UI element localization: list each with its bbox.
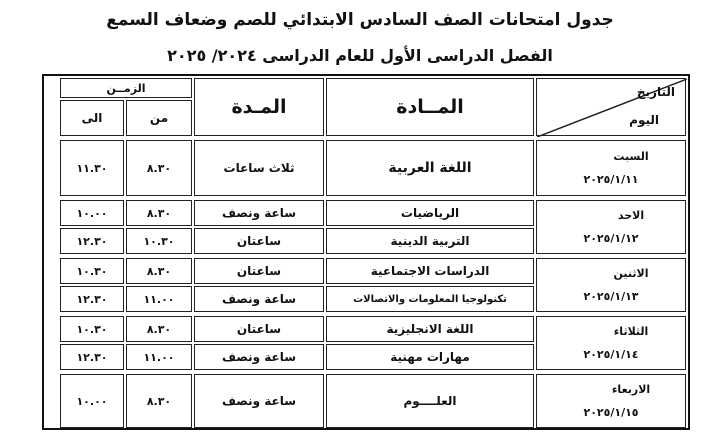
day-date: ٢٠٢٥/١/١١ bbox=[583, 173, 639, 186]
from-time-cell: ١٠.٣٠ bbox=[126, 228, 192, 254]
day-date: ٢٠٢٥/١/١٣ bbox=[583, 290, 639, 303]
from-time-cell: ٨.٣٠ bbox=[126, 316, 192, 342]
subject-cell: اللغة العربية bbox=[326, 140, 534, 196]
to-time-cell: ١١.٣٠ bbox=[60, 140, 124, 196]
from-time-cell: ١١.٠٠ bbox=[126, 344, 192, 370]
duration-cell: ساعتان bbox=[194, 228, 324, 254]
day-cell-tuesday bbox=[536, 316, 686, 370]
day-name: الاثنين bbox=[613, 267, 649, 280]
from-time-cell: ٨.٣٠ bbox=[126, 200, 192, 226]
to-time-cell: ١٠.٣٠ bbox=[60, 316, 124, 342]
day-name: السبت bbox=[613, 150, 649, 163]
header-date-day-cell bbox=[536, 78, 686, 136]
to-time-cell: ١٠.٠٠ bbox=[60, 374, 124, 428]
to-time-cell: ١٠.٠٠ bbox=[60, 200, 124, 226]
subject-cell: الرياضيات bbox=[326, 200, 534, 226]
header-from: من bbox=[126, 100, 192, 136]
day-cell-saturday bbox=[536, 140, 686, 196]
day-name: الاربعاء bbox=[611, 383, 651, 396]
day-name: الاحد bbox=[617, 209, 645, 222]
exam-schedule-table bbox=[42, 74, 690, 430]
subject-cell: العلــــوم bbox=[326, 374, 534, 428]
from-time-cell: ٨.٣٠ bbox=[126, 374, 192, 428]
header-subject: المــادة bbox=[326, 78, 534, 136]
subject-cell: الدراسات الاجتماعية bbox=[326, 258, 534, 284]
duration-cell: ساعة ونصف bbox=[194, 200, 324, 226]
duration-cell: ساعتان bbox=[194, 316, 324, 342]
duration-cell: ساعة ونصف bbox=[194, 374, 324, 428]
duration-cell: ثلاث ساعات bbox=[194, 140, 324, 196]
day-cell-wednesday bbox=[536, 374, 686, 428]
from-time-cell: ٨.٣٠ bbox=[126, 258, 192, 284]
header-time: الزمــن bbox=[60, 78, 192, 98]
header-date: التاريخ bbox=[636, 85, 675, 99]
from-time-cell: ١١.٠٠ bbox=[126, 286, 192, 312]
header-duration: المـدة bbox=[194, 78, 324, 136]
duration-cell: ساعة ونصف bbox=[194, 286, 324, 312]
day-date: ٢٠٢٥/١/١٢ bbox=[583, 232, 639, 245]
day-cell-monday bbox=[536, 258, 686, 312]
day-name: الثلاثاء bbox=[613, 325, 649, 338]
to-time-cell: ١٢.٣٠ bbox=[60, 228, 124, 254]
from-time-cell: ٨.٣٠ bbox=[126, 140, 192, 196]
header-day: اليوم bbox=[629, 113, 659, 127]
subject-cell: التربية الدينية bbox=[326, 228, 534, 254]
day-cell-sunday bbox=[536, 200, 686, 254]
page-subtitle: الفصل الدراسى الأول للعام الدراسى ٢٠٢٤/ ٢٠٢٥ bbox=[167, 46, 553, 65]
subject-cell: اللغة الانجليزية bbox=[326, 316, 534, 342]
day-date: ٢٠٢٥/١/١٤ bbox=[583, 348, 639, 361]
page-title: جدول امتحانات الصف السادس الابتدائي للصم وضعاف السمع bbox=[106, 10, 614, 30]
to-time-cell: ١٢.٣٠ bbox=[60, 344, 124, 370]
duration-cell: ساعتان bbox=[194, 258, 324, 284]
subject-cell: مهارات مهنية bbox=[326, 344, 534, 370]
to-time-cell: ١٠.٣٠ bbox=[60, 258, 124, 284]
subject-cell: تكنولوجيا المعلومات والاتصالات bbox=[326, 286, 534, 312]
to-time-cell: ١٢.٣٠ bbox=[60, 286, 124, 312]
header-to: الى bbox=[60, 100, 124, 136]
day-date: ٢٠٢٥/١/١٥ bbox=[583, 406, 639, 419]
duration-cell: ساعة ونصف bbox=[194, 344, 324, 370]
